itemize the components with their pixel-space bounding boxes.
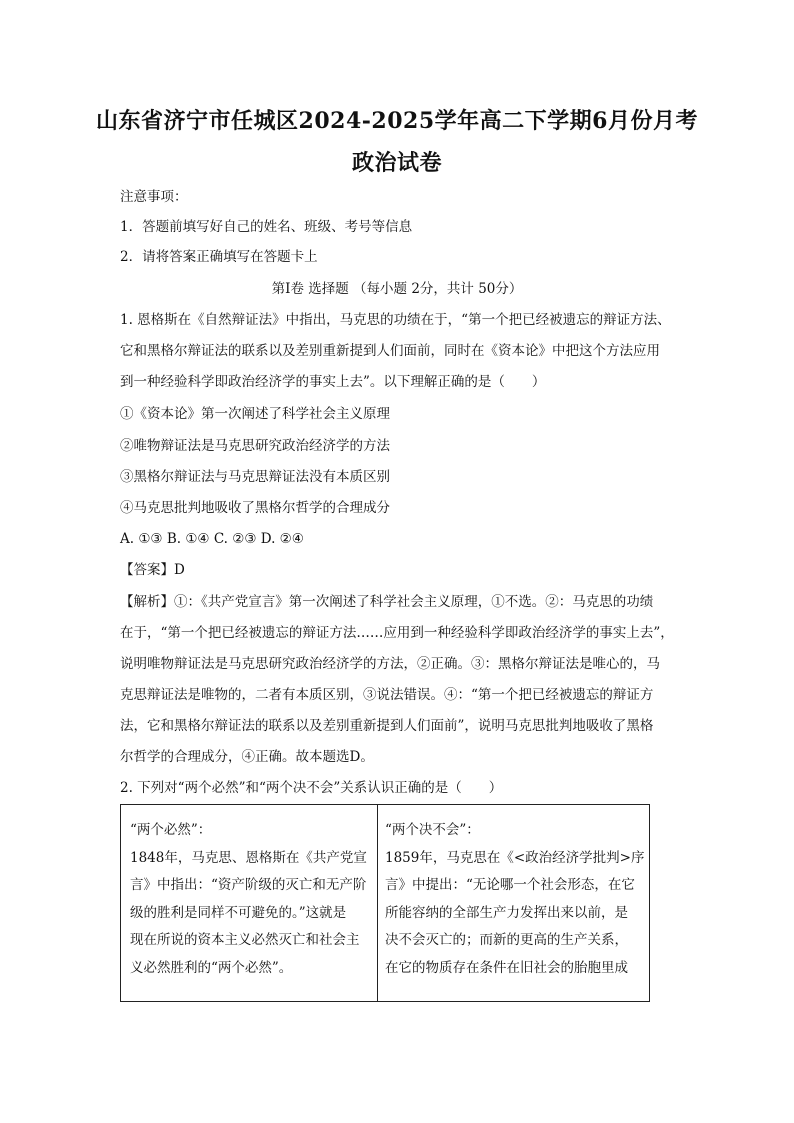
q1-option: ④马克思批判地吸收了黑格尔哲学的合理成分 xyxy=(120,500,390,516)
q1-stem-line: 它和黑格尔辩证法的联系以及差别重新提到人们面前，同时在《资本论》中把这个方法应用 xyxy=(120,343,660,359)
notes-heading: 注意事项： xyxy=(120,189,188,205)
q2-comparison-table xyxy=(120,804,650,1002)
table-cell-line: “两个决不会”： xyxy=(385,822,480,838)
table-column-divider xyxy=(377,805,378,1001)
q1-choices: A. ①③ B. ①④ C. ②③ D. ②④ xyxy=(120,531,304,547)
table-cell-two-inevitables xyxy=(130,817,370,982)
exam-subtitle: 政治试卷 xyxy=(351,150,442,176)
table-cell-line: 义必然胜利的“两个必然”。 xyxy=(130,959,293,976)
q1-analysis-line: 法，它和黑格尔辩证法的联系以及差别重新提到人们面前”，说明马克思批判地吸收了黑格 xyxy=(120,718,654,734)
note-item: 1．答题前填写好自己的姓名、班级、考号等信息 xyxy=(120,219,413,235)
exam-title: 山东省济宁市任城区2024-2025学年高二下学期6月份月考 xyxy=(96,108,698,134)
q1-stem-line: 1. 恩格斯在《自然辩证法》中指出，马克思的功绩在于，“第一个把已经被遗忘的辩证方法、 xyxy=(120,312,671,328)
q1-analysis-line: 【解析】①：《共产党宣言》第一次阐述了科学社会主义原理，①不选。②：马克思的功绩 xyxy=(120,594,654,610)
table-cell-line: 决不会灭亡的；而新的更高的生产关系， xyxy=(385,932,628,948)
q1-analysis-line: 说明唯物辩证法是马克思研究政治经济学的方法，②正确。③：黑格尔辩证法是唯心的，马 xyxy=(120,656,660,672)
q1-analysis-line: 在于，“第一个把已经被遗忘的辩证方法……应用到一种经验科学即政治经济学的事实上去”， xyxy=(120,625,674,641)
table-cell-line: 现在所说的资本主义必然灭亡和社会主 xyxy=(130,932,360,948)
table-cell-line: 言》中指出：“资产阶级的灭亡和无产阶 xyxy=(130,877,367,893)
table-cell-line: 级的胜利是同样不可避免的。”这就是 xyxy=(130,904,347,921)
table-cell-line: 言》中提出：“无论哪一个社会形态，在它 xyxy=(385,877,635,893)
table-cell-line: 1859年，马克思在《<政治经济学批判>序 xyxy=(385,849,645,866)
q1-option: ③黑格尔辩证法与马克思辩证法没有本质区别 xyxy=(120,469,390,485)
table-cell-line: 在它的物质存在条件在旧社会的胎胞里成 xyxy=(385,959,628,976)
table-cell-line: 1848年，马克思、恩格斯在《共产党宣 xyxy=(130,849,367,866)
table-cell-line: “两个必然”： xyxy=(130,822,212,838)
table-cell-line: 所能容纳的全部生产力发挥出来以前，是 xyxy=(385,904,628,921)
table-cell-two-never xyxy=(385,817,647,982)
q2-stem: 2. 下列对“两个必然”和“两个决不会”关系认识正确的是（ ） xyxy=(120,780,503,796)
q1-option: ①《资本论》第一次阐述了科学社会主义原理 xyxy=(120,406,390,422)
q1-analysis-line: 尔哲学的合理成分，④正确。故本题选D。 xyxy=(120,749,374,765)
q1-stem-line: 到一种经验科学即政治经济学的事实上去”。以下理解正确的是（ ） xyxy=(120,374,546,390)
q1-answer: 【答案】D xyxy=(120,562,185,578)
note-item: 2．请将答案正确填写在答题卡上 xyxy=(120,249,318,265)
q1-analysis-line: 克思辩证法是唯物的，二者有本质区别，③说法错误。④：“第一个把已经被遗忘的辩证方 xyxy=(120,687,654,703)
q1-option: ②唯物辩证法是马克思研究政治经济学的方法 xyxy=(120,438,390,454)
section-heading: 第I卷 选择题 （每小题 2分，共计 50分） xyxy=(271,281,523,297)
